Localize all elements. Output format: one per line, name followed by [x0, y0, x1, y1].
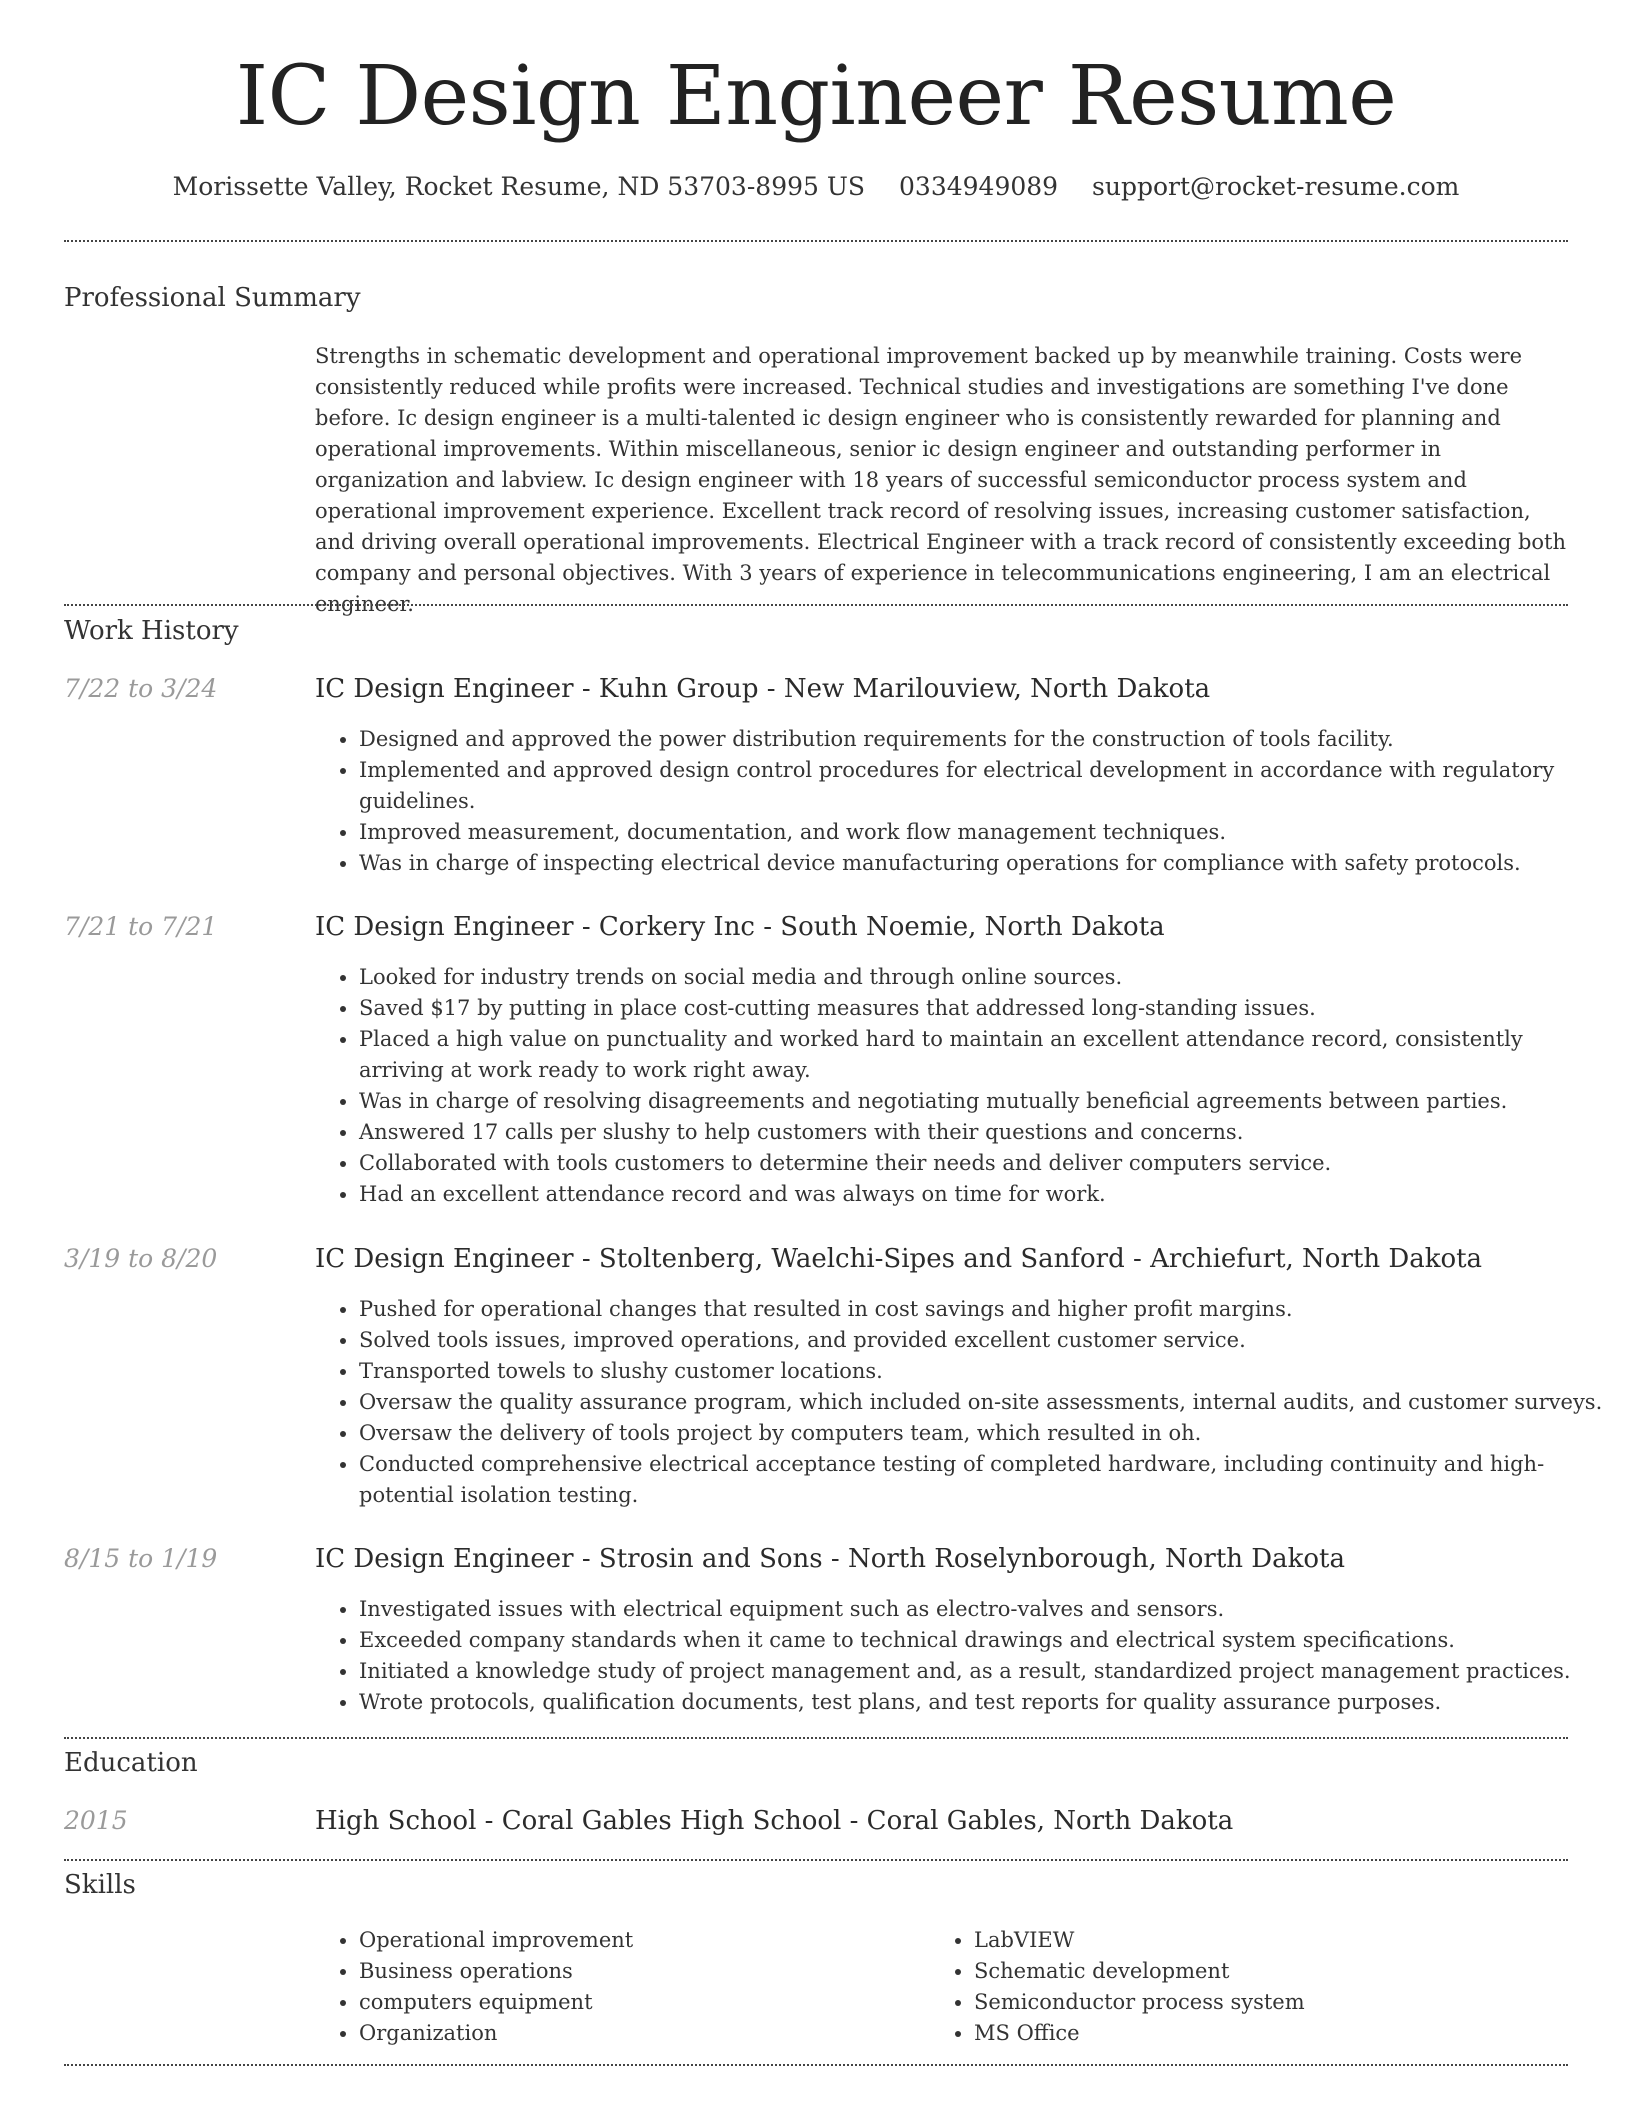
skill-item: • LabVIEW	[974, 1925, 1305, 1956]
skills-list-right	[930, 1925, 1305, 2049]
job-bullet: • Was in charge of inspecting electrical device manufacturing operations for compliance with safety protocols.	[359, 848, 1614, 879]
contact-line	[0, 172, 1632, 201]
skill-item: • Schematic development	[974, 1956, 1305, 1987]
job-dates: 3/19 to 8/20	[64, 1244, 218, 1273]
job-bullets	[315, 1594, 1614, 1718]
job-bullet: • Collaborated with tools customers to determine their needs and deliver computers service.	[359, 1148, 1614, 1179]
job-bullet: • Initiated a knowledge study of project management and, as a result, standardized project management practices.	[359, 1656, 1614, 1687]
job-bullet: • Implemented and approved design control procedures for electrical development in accordance with regulatory guidelines.	[359, 755, 1614, 817]
job-bullet: • Designed and approved the power distribution requirements for the construction of tools facility.	[359, 724, 1614, 755]
skill-item: • MS Office	[974, 2018, 1305, 2049]
divider	[64, 604, 1568, 606]
skills-list-left	[315, 1925, 633, 2049]
job-bullet: • Investigated issues with electrical equipment such as electro-valves and sensors.	[359, 1594, 1614, 1625]
contact-phone: 0334949089	[899, 172, 1059, 202]
job-bullet: • Solved tools issues, improved operations, and provided excellent customer service.	[359, 1325, 1614, 1356]
job-dates: 7/22 to 3/24	[64, 674, 218, 703]
divider	[64, 1859, 1568, 1861]
summary-text: Strengths in schematic development and operational improvement backed up by meanwhile training. Costs were consistently reduced while profits were increased. Technical studies and investigations are something I've done before. Ic design engineer is a multi-talented ic design engineer who is consistently rewarded for planning and operational improvements. Within miscellaneous, senior ic design engineer and outstanding performer in organization and labview. Ic design engineer with 18 years of successful semiconductor process system and operational improvement experience. Excellent track record of resolving issues, increasing customer satisfaction, and driving overall operational improvements. Electrical Engineer with a track record of consistently exceeding both company and personal objectives. With 3 years of experience in telecommunications engineering, I am an electrical engineer.	[315, 344, 1567, 616]
job-bullets	[315, 962, 1614, 1210]
job-dates: 7/21 to 7/21	[64, 912, 218, 941]
skill-item: • computers equipment	[359, 1987, 633, 2018]
job-bullet: • Conducted comprehensive electrical acceptance testing of completed hardware, including continuity and high-potential isolation testing.	[359, 1449, 1614, 1511]
resume-title: IC Design Engineer Resume	[235, 49, 1397, 144]
divider	[64, 1737, 1568, 1739]
job-bullet: • Oversaw the quality assurance program, which included on-site assessments, internal audits, and customer surveys.	[359, 1387, 1614, 1418]
job-title: IC Design Engineer - Corkery Inc - South Noemie, North Dakota	[315, 912, 1165, 942]
job-bullet: • Placed a high value on punctuality and worked hard to maintain an excellent attendance record, consistently arriving at work ready to work right away.	[359, 1024, 1614, 1086]
job-bullet: • Wrote protocols, qualification documents, test plans, and test reports for quality assurance purposes.	[359, 1687, 1614, 1718]
job-bullet: • Pushed for operational changes that resulted in cost savings and higher profit margins.	[359, 1294, 1614, 1325]
section-title-skills: Skills	[64, 1870, 136, 1900]
education-title: High School - Coral Gables High School - Coral Gables, North Dakota	[315, 1806, 1234, 1836]
contact-address: Morissette Valley, Rocket Resume, ND 53703-8995 US	[172, 172, 866, 202]
job-dates: 8/15 to 1/19	[64, 1544, 218, 1573]
skill-item: • Organization	[359, 2018, 633, 2049]
job-bullet: • Answered 17 calls per slushy to help customers with their questions and concerns.	[359, 1117, 1614, 1148]
job-bullet: • Oversaw the delivery of tools project by computers team, which resulted in oh.	[359, 1418, 1614, 1449]
job-bullet: • Saved $17 by putting in place cost-cutting measures that addressed long-standing issues.	[359, 993, 1614, 1024]
education-year: 2015	[64, 1806, 128, 1835]
job-title: IC Design Engineer - Stoltenberg, Waelchi-Sipes and Sanford - Archiefurt, North Dakota	[315, 1244, 1483, 1274]
section-title-work-history: Work History	[64, 616, 239, 646]
job-title: IC Design Engineer - Kuhn Group - New Marilouview, North Dakota	[315, 674, 1211, 704]
contact-email: support@rocket-resume.com	[1092, 172, 1460, 202]
job-bullet: • Looked for industry trends on social media and through online sources.	[359, 962, 1614, 993]
section-title-summary: Professional Summary	[64, 283, 361, 313]
job-bullets	[315, 1294, 1614, 1511]
job-bullets	[315, 724, 1614, 879]
job-bullet: • Improved measurement, documentation, and work flow management techniques.	[359, 817, 1614, 848]
job-bullet: • Transported towels to slushy customer locations.	[359, 1356, 1614, 1387]
section-title-education: Education	[64, 1748, 198, 1778]
job-bullet: • Had an excellent attendance record and was always on time for work.	[359, 1179, 1614, 1210]
skill-item: • Business operations	[359, 1956, 633, 1987]
job-bullet: • Was in charge of resolving disagreements and negotiating mutually beneficial agreements between parties.	[359, 1086, 1614, 1117]
skill-item: • Operational improvement	[359, 1925, 633, 1956]
divider	[64, 2064, 1568, 2066]
job-bullet: • Exceeded company standards when it came to technical drawings and electrical system specifications.	[359, 1625, 1614, 1656]
job-title: IC Design Engineer - Strosin and Sons - North Roselynborough, North Dakota	[315, 1544, 1345, 1574]
divider	[64, 240, 1568, 242]
skill-item: • Semiconductor process system	[974, 1987, 1305, 2018]
